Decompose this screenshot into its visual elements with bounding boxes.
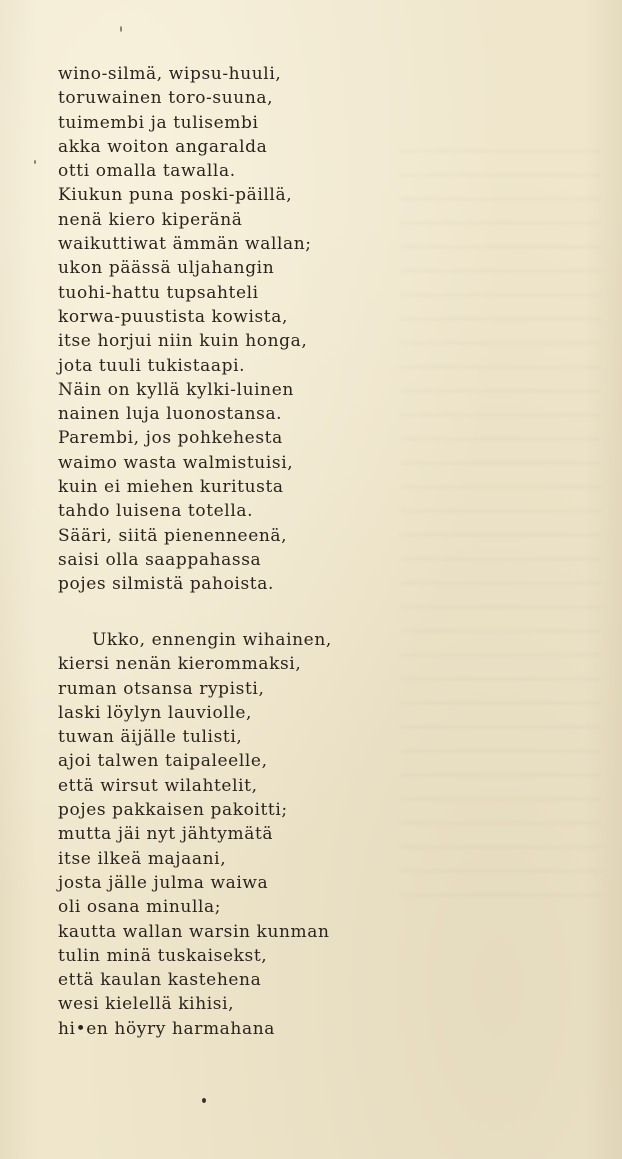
verse-line: akka woiton angaralda bbox=[58, 136, 268, 157]
verse-line: tuimembi ja tulisembi bbox=[58, 112, 259, 133]
verse-line: waikuttiwat ämmän wallan; bbox=[58, 234, 312, 255]
verse-line: nainen luja luonostansa. bbox=[58, 404, 283, 425]
stanza-1 bbox=[58, 62, 312, 597]
verse-line: tulin minä tuskaisekst, bbox=[58, 945, 268, 966]
verse-line: että wirsut wilahtelit, bbox=[58, 775, 258, 796]
verse-line: kuin ei miehen kuritusta bbox=[58, 477, 284, 498]
verse-line: itse ilkeä majaani, bbox=[58, 848, 227, 869]
verse-line: tuwan äijälle tulisti, bbox=[58, 727, 243, 748]
verse-line: toruwainen toro-suuna, bbox=[58, 88, 274, 109]
verse-line: wino-silmä, wipsu-huuli, bbox=[58, 64, 282, 84]
show-through-text bbox=[400, 150, 600, 910]
verse-line: mutta jäi nyt jähtymätä bbox=[58, 824, 274, 845]
ink-speck bbox=[34, 160, 36, 164]
verse-line: ajoi talwen taipaleelle, bbox=[58, 751, 268, 772]
verse-line: ruman otsansa rypisti, bbox=[58, 678, 265, 699]
ink-speck bbox=[202, 1098, 206, 1103]
verse-line: josta jälle julma waiwa bbox=[58, 872, 269, 893]
verse-line: Näin on kyllä kylki-luinen bbox=[58, 379, 294, 400]
verse-line: Ukko, ennengin wihainen, bbox=[92, 630, 332, 650]
verse-line: kiersi nenän kierommaksi, bbox=[58, 654, 302, 675]
verse-line: itse horjui niin kuin honga, bbox=[58, 331, 308, 352]
ink-speck bbox=[120, 26, 122, 32]
verse-line: hi•en höyry harmahana bbox=[58, 1018, 275, 1039]
verse-line: Parembi, jos pohkehesta bbox=[58, 428, 283, 449]
verse-line: saisi olla saappahassa bbox=[58, 549, 262, 570]
verse-line: oli osana minulla; bbox=[58, 897, 222, 918]
verse-line: kautta wallan warsin kunman bbox=[58, 921, 330, 942]
stanza-2 bbox=[58, 628, 332, 1041]
verse-line: Kiukun puna poski-päillä, bbox=[58, 185, 293, 206]
verse-line: waimo wasta walmistuisi, bbox=[58, 452, 294, 473]
verse-line: Sääri, siitä pienenneenä, bbox=[58, 525, 288, 546]
verse-line: tahdo luisena totella. bbox=[58, 501, 254, 522]
verse-line: nenä kiero kiperänä bbox=[58, 209, 243, 230]
verse-line: pojes silmistä pahoista. bbox=[58, 574, 274, 595]
verse-line: korwa-puustista kowista, bbox=[58, 306, 288, 327]
verse-line: jota tuuli tukistaapi. bbox=[58, 355, 246, 376]
verse-line: että kaulan kastehena bbox=[58, 970, 262, 991]
verse-line: wesi kielellä kihisi, bbox=[58, 994, 235, 1015]
verse-line: otti omalla tawalla. bbox=[58, 161, 236, 182]
verse-line: ukon päässä uljahangin bbox=[58, 258, 275, 279]
verse-line: laski löylyn lauviolle, bbox=[58, 702, 253, 723]
verse-line: pojes pakkaisen pakoitti; bbox=[58, 800, 288, 821]
verse-line: tuohi-hattu tupsahteli bbox=[58, 282, 259, 303]
